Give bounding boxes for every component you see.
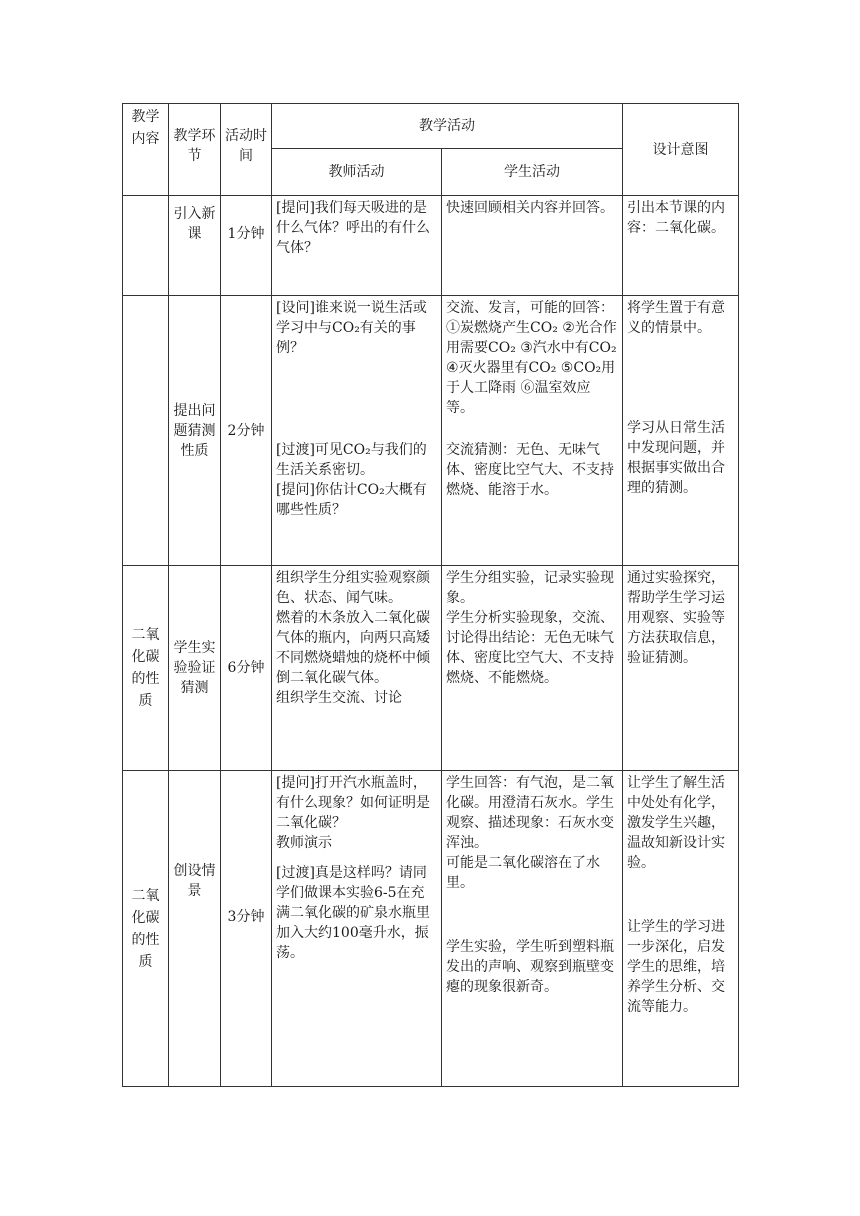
header-time: 活动时间 [221, 104, 272, 196]
cell-time: 6分钟 [221, 566, 272, 771]
cell-content [123, 296, 169, 566]
cell-intent: 将学生置于有意义的情景中。 学习从日常生活中发现问题，并根据事实做出合理的猜测。 [623, 296, 739, 566]
header-intent: 设计意图 [623, 104, 739, 196]
table-row [123, 196, 739, 296]
cell-student: 学生回答：有气泡，是二氧化碳。用澄清石灰水。学生观察、描述现象：石灰水变浑浊。 可能是二氧化碳溶在了水里。 学生实验，学生听到塑料瓶发出的声响、观察到瓶壁变瘪的现象很新奇。 [442, 771, 623, 1087]
cell-time: 3分钟 [221, 771, 272, 1087]
cell-student: 快速回顾相关内容并回答。 [442, 196, 623, 296]
cell-intent: 引出本节课的内容：二氧化碳。 [623, 196, 739, 296]
cell-student: 交流、发言，可能的回答：①炭燃烧产生CO₂ ②光合作用需要CO₂ ③汽水中有CO₂ ④灭火器里有CO₂ ⑤CO₂用于人工降雨 ⑥温室效应等。 交流猜测：无色、无味气体、密度比空气大、不支持燃烧、能溶于水。 [442, 296, 623, 566]
header-stage: 教学环节 [169, 104, 221, 196]
cell-teacher: [设问]谁来说一说生活或学习中与CO₂有关的事例？ [过渡]可见CO₂与我们的生活关系密切。 [提问]你估计CO₂大概有哪些性质？ [272, 296, 442, 566]
cell-stage: 引入新课 [169, 196, 221, 296]
table-row [123, 771, 739, 1087]
cell-time: 1分钟 [221, 196, 272, 296]
cell-content: 二氧化碳的性质 [123, 771, 169, 1087]
cell-student: 学生分组实验，记录实验现象。 学生分析实验现象，交流、讨论得出结论：无色无味气体、密度比空气大、不支持燃烧、不能燃烧。 [442, 566, 623, 771]
header-teacher: 教师活动 [272, 149, 442, 196]
cell-stage: 提出问题猜测性质 [169, 296, 221, 566]
cell-teacher: [提问]我们每天吸进的是什么气体？呼出的有什么气体？ [272, 196, 442, 296]
cell-time: 2分钟 [221, 296, 272, 566]
cell-stage: 创设情景 [169, 771, 221, 1087]
cell-content: 二氧化碳的性质 [123, 566, 169, 771]
cell-teacher: [提问]打开汽水瓶盖时，有什么现象？如何证明是二氧化碳？ 教师演示 [过渡]真是这样吗？请同学们做课本实验6-5在充满二氧化碳的矿泉水瓶里加入大约100毫升水，振荡。 [272, 771, 442, 1087]
table-row [123, 566, 739, 771]
cell-intent: 让学生了解生活中处处有化学，激发学生兴趣，温故知新设计实验。 让学生的学习进一步深化，启发学生的思维，培养学生分析、交流等能力。 [623, 771, 739, 1087]
cell-content [123, 196, 169, 296]
table-row [123, 296, 739, 566]
header-content: 教学内容 [123, 104, 169, 196]
header-activities: 教学活动 [272, 104, 623, 149]
header-row-1 [123, 104, 739, 149]
cell-intent: 通过实验探究，帮助学生学习运用观察、实验等方法获取信息，验证猜测。 [623, 566, 739, 771]
cell-stage: 学生实验验证猜测 [169, 566, 221, 771]
lesson-plan-table [122, 103, 739, 1087]
cell-teacher: 组织学生分组实验观察颜色、状态、闻气味。 燃着的木条放入二氧化碳气体的瓶内，向两只高矮不同燃烧蜡烛的烧杯中倾倒二氧化碳气体。 组织学生交流、讨论 [272, 566, 442, 771]
header-student: 学生活动 [442, 149, 623, 196]
